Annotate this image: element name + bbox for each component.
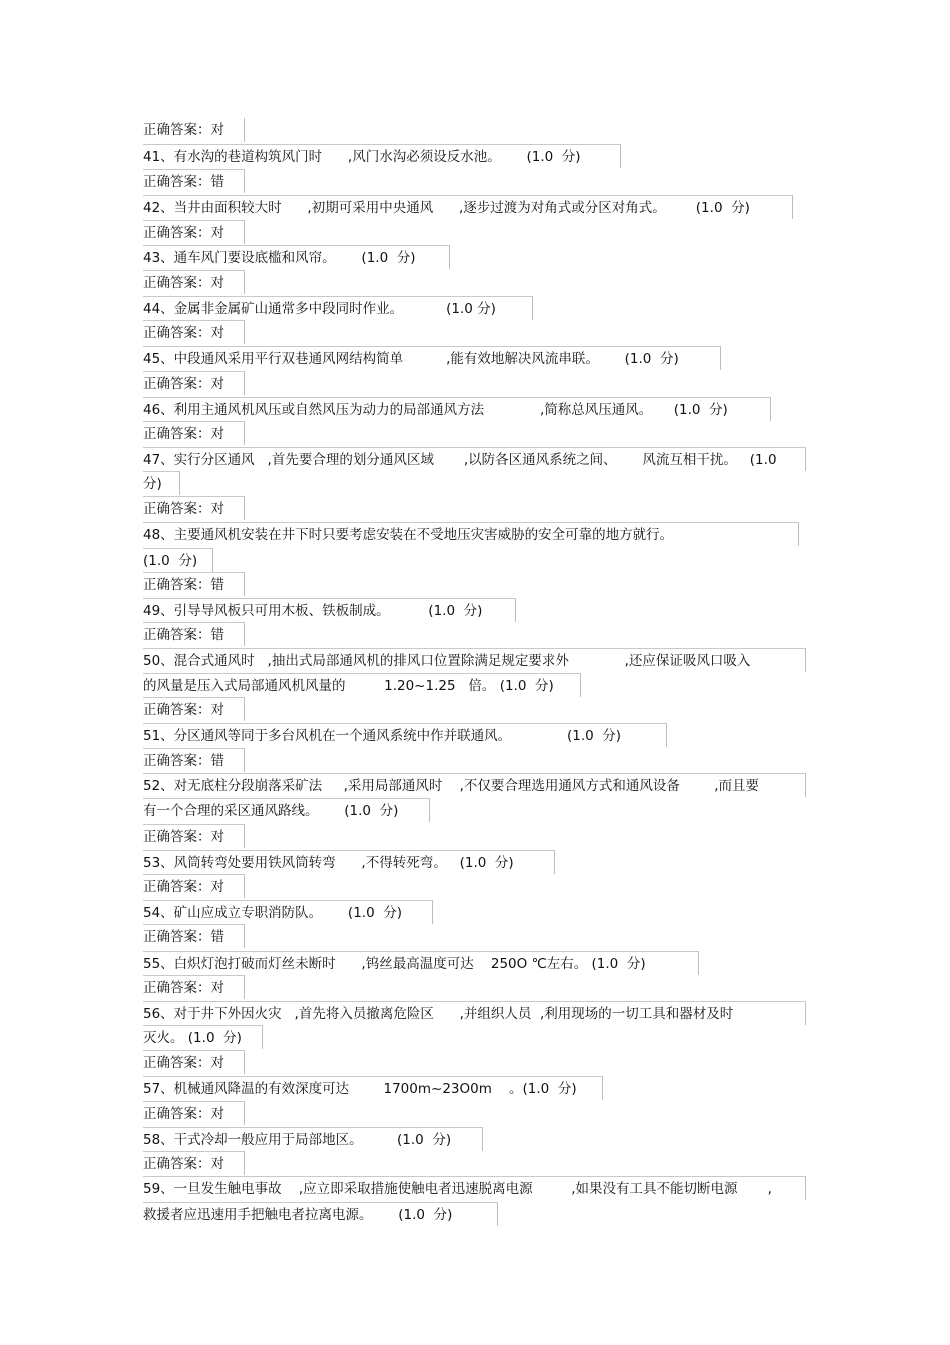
answer-line: 正确答案：对: [143, 270, 245, 294]
question-46: 46、利用主通风机风压或自然风压为动力的局部通风方法 ,简称总风压通风。 (1.0 分): [143, 397, 771, 421]
answer-line: 正确答案：对: [143, 220, 245, 244]
answer-line: 正确答案：对: [143, 1101, 245, 1125]
answer-line: 正确答案：对: [143, 975, 245, 999]
answer-line: 正确答案：对: [143, 371, 245, 395]
question-41: 41、有水沟的巷道构筑风门时 ,风门水沟必须设反水池。 (1.0 分): [143, 144, 621, 168]
question-50-line1: 50、混合式通风时 ,抽出式局部通风机的排风口位置除满足规定要求外 ,还应保证吸风口吸入: [143, 648, 806, 672]
question-50-line2: 的风量是压入式局部通风机风量的 1.20~1.25 倍。 (1.0 分): [143, 673, 581, 697]
question-48-line1: 48、主要通风机安装在井下时只要考虑安装在不受地压灾害威胁的安全可靠的地方就行。: [143, 522, 799, 546]
question-48-line2: (1.0 分): [143, 548, 213, 572]
answer-line: 正确答案：对: [143, 496, 245, 520]
question-53: 53、风筒转弯处要用铁风筒转弯 ,不得转死弯。 (1.0 分): [143, 850, 555, 874]
question-59-line2: 救援者应迅速用手把触电者拉离电源。 (1.0 分): [143, 1202, 498, 1226]
answer-line: 正确答案：对: [143, 118, 245, 142]
question-56-line2: 灭火。 (1.0 分): [143, 1025, 263, 1049]
question-49: 49、引导导风板只可用木板、铁板制成。 (1.0 分): [143, 598, 516, 622]
question-59-line1: 59、一旦发生触电事故 ,应立即采取措施使触电者迅速脱离电源 ,如果没有工具不能切断电源 ,: [143, 1176, 806, 1200]
answer-line: 正确答案：对: [143, 874, 245, 898]
question-51: 51、分区通风等同于多台风机在一个通风系统中作并联通风。 (1.0 分): [143, 723, 667, 747]
answer-line: 正确答案：错: [143, 924, 245, 948]
question-45: 45、中段通风采用平行双巷通风网结构简单 ,能有效地解决风流串联。 (1.0 分): [143, 346, 721, 370]
question-55: 55、白炽灯泡打破而灯丝未断时 ,钨丝最高温度可达 250O ℃左右。 (1.0 分): [143, 951, 699, 975]
answer-line: 正确答案：错: [143, 572, 245, 596]
answer-line: 正确答案：对: [143, 421, 245, 445]
answer-line: 正确答案：对: [143, 320, 245, 344]
question-44: 44、金属非金属矿山通常多中段同时作业。 (1.0 分): [143, 296, 533, 320]
question-52-line1: 52、对无底柱分段崩落采矿法 ,采用局部通风时 ,不仅要合理选用通风方式和通风设备 ,而且要: [143, 773, 806, 797]
question-43: 43、通车风门要设底槛和风帘。 (1.0 分): [143, 245, 450, 269]
question-58: 58、干式冷却一般应用于局部地区。 (1.0 分): [143, 1127, 483, 1151]
answer-line: 正确答案：对: [143, 697, 245, 721]
question-47-line2: 分): [143, 471, 180, 495]
answer-line: 正确答案：对: [143, 824, 245, 848]
answer-line: 正确答案：对: [143, 1050, 245, 1074]
question-52-line2: 有一个合理的采区通风路线。 (1.0 分): [143, 798, 430, 822]
answer-line: 正确答案：错: [143, 748, 245, 772]
question-47-line1: 47、实行分区通风 ,首先要合理的划分通风区域 ,以防各区通风系统之间、 风流互相干扰。 (1.0: [143, 447, 806, 471]
question-42: 42、当井由面积较大时 ,初期可采用中央通风 ,逐步过渡为对角式或分区对角式。 (1.0 分): [143, 195, 793, 219]
question-57: 57、机械通风降温的有效深度可达 1700m~23O0m 。(1.0 分): [143, 1076, 603, 1100]
question-54: 54、矿山应成立专职消防队。 (1.0 分): [143, 900, 433, 924]
answer-line: 正确答案：错: [143, 169, 245, 193]
question-56-line1: 56、对于井下外因火灾 ,首先将入员撤离危险区 ,并组织人员 ,利用现场的一切工具和器材及时: [143, 1001, 806, 1025]
answer-line: 正确答案：对: [143, 1151, 245, 1175]
answer-line: 正确答案：错: [143, 622, 245, 646]
